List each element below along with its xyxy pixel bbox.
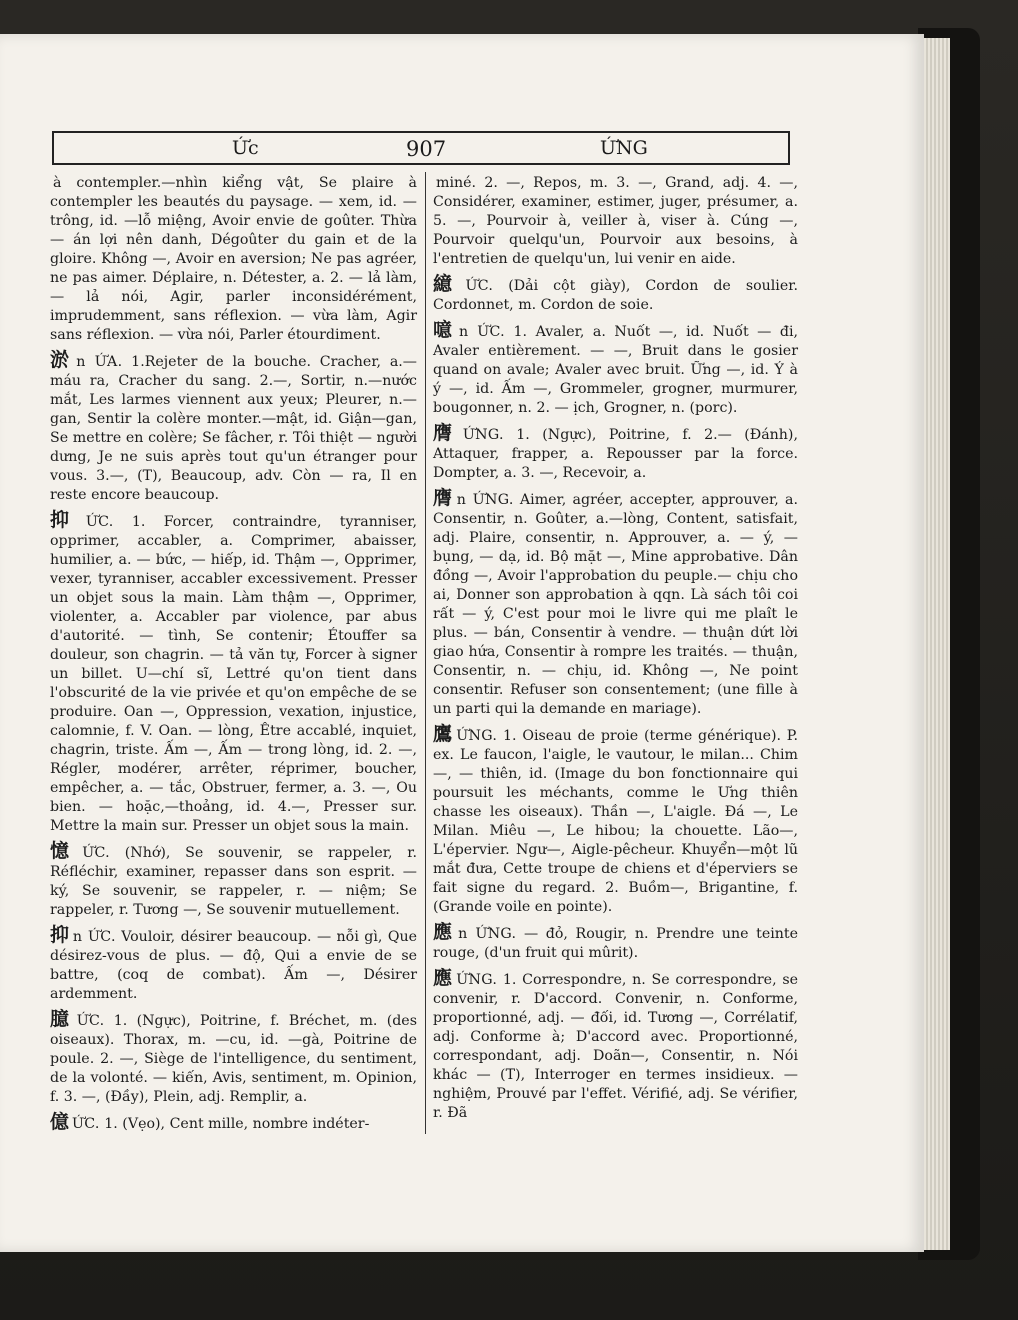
entry-text: — đỏ, Rougir, n. Prendre une teinte rouge, (d'un fruit qui mûrit). [433, 926, 799, 961]
entry-5 [433, 725, 798, 917]
entry-headword: ỨNG. [462, 427, 504, 443]
entry-0 [433, 172, 798, 269]
entry-glyph: 億 [50, 1111, 70, 1133]
page-header [52, 131, 790, 165]
entry-2 [50, 511, 417, 836]
entry-2 [433, 321, 798, 418]
entry-headword: n ỨNG. [456, 492, 514, 508]
entry-glyph: 應 [433, 967, 454, 989]
page-number: 907 [406, 137, 447, 161]
entry-glyph: 淤 [50, 349, 74, 371]
entry-6 [50, 1113, 417, 1134]
entry-glyph: 膺 [433, 422, 460, 444]
entry-5 [50, 1010, 417, 1107]
header-left-guide-word: Ức [232, 137, 259, 159]
entry-3 [50, 842, 417, 920]
entry-headword: n ỨNG. [458, 926, 517, 942]
entry-glyph: 鷹 [433, 723, 454, 745]
entry-glyph: 抑 [50, 924, 70, 946]
left-column [50, 172, 417, 1140]
entry-headword: n ỨA. [76, 354, 123, 370]
entry-headword: ỨC. [82, 845, 110, 861]
entry-text: 1. (Vẹo), Cent mille, nombre indéter- [104, 1116, 370, 1132]
entry-glyph: 應 [433, 921, 456, 943]
entry-text: 1. Avaler, a. Nuốt —, id. Nuốt — đi, Avaler entièrement. — —, Bruit dans le gosier quand on avale; Avaler avec bruit. Ững —, id. Ý à ý —, id. Ấm —, Grommeler, grogner, murmurer, bougonner, n. 2. — ịch, Grogner, n. (porc). [433, 324, 799, 416]
entry-glyph: 臆 [50, 1008, 74, 1030]
entry-text: Aimer, agréer, accepter, approuver, a. Consentir, n. Goûter, a.—lòng, Content, satisfait, adj. Plaire, consentir, n. Approuver, a. — ý, — bụng, — dạ, id. Bộ mặt —, Mine approbative. Dân đồng —, Avoir l'approbation du peuple.— chịu cho ai, Donner son approbation à qqn. Là sách tôi coi rất — ý, C'est pour moi le livre qui me plaît le plus. — bán, Consentir à vendre. — thuận dứt lời giao hứa, Consentir à rompre les traités. — thuận, Consentir, n. — chịu, id. Không —, Ne point consentir. Refuser son consentement; (une fille à un parti qui la demande en mariage). [433, 492, 798, 717]
entry-headword: ỨNG. [456, 972, 498, 988]
entry-4 [50, 926, 417, 1004]
entry-text: miné. 2. —, Repos, m. 3. —, Grand, adj. 4. —, Considérer, examiner, estimer, juger, présumer, a. 5. —, Pourvoir à, veiller à, viser à. Cúng —, Pourvoir quelqu'un, Pourvoir aux besoins, à l'entretien de quelqu'un, lui venir en aide. [433, 175, 798, 267]
entry-6 [433, 923, 798, 963]
entry-4 [433, 489, 798, 719]
header-right-guide-word: ỨNG [600, 137, 648, 159]
entry-glyph: 抑 [50, 509, 83, 531]
entry-0 [50, 172, 417, 345]
entry-headword: ỨNG. [456, 728, 498, 744]
entry-glyph: 膺 [433, 487, 454, 509]
entry-text: (Dải cột giày), Cordon de soulier. Cordonnet, m. Cordon de soie. [433, 278, 798, 313]
entry-1 [433, 275, 798, 315]
entry-text: Vouloir, désirer beaucoup. — nỗi gì, Que désirez-vous de plus. — độ, Qui a envie de se battre, (coq de combat). Ấm —, Désirer ardemment. [50, 929, 418, 1002]
entry-text: 1. (Ngực), Poitrine, f. Bréchet, m. (des oiseaux). Thorax, m. —cu, id. —gà, Poitrine de poule. 2. —, Siège de l'intelligence, du sentiment, de la volonté. — kiến, Avis, sentiment, m. Opinion, f. 3. —, (Đầy), Plein, adj. Remplir, a. [50, 1013, 417, 1105]
entry-headword: n ỨC. [459, 324, 505, 340]
entry-text: à contempler.—nhìn kiểng vật, Se plaire à contempler les beautés du paysage. — xem, id. — trông, id. —lỗ miệng, Avoir envie de goûter. Thừa — án lợi nên danh, Dégoûter du gain et de la gloire. Không —, Avoir en aversion; Ne pas agréer, ne pas aimer. Déplaire, n. Détester, a. 2. — lả làm, — lả nói, Agir, parler inconsidérément, imprudemment, sans réflexion. — vừa làm, Agir sans réflexion. — vừa nói, Parler étourdiment. [50, 175, 417, 343]
entry-headword: n ỨC. [72, 929, 116, 945]
entry-glyph: 繶 [433, 273, 463, 295]
entry-headword: ỨC. [465, 278, 494, 294]
entry-text: 1. Oiseau de proie (terme générique). P. ex. Le faucon, l'aigle, le vautour, le milan... Chim —, — thiên, id. (Image du bon fonctionnaire qui poursuit les méchants, comme le Ưng thiên chasse les oiseaux). Thần —, L'aigle. Đá —, Le Milan. Miêu —, Le hibou; la chouette. Lão—, L'épervier. Ngư—, Aigle-pêcheur. Khuyển—một lũ mắt đưa, Cette troupe de chiens et d'éperviers se fait signe du regard. 2. Buồm—, Brigantine, f. (Grande voile en pointe). [433, 728, 798, 915]
entry-text: (Nhớ), Se souvenir, se rappeler, r. Réfléchir, examiner, repasser dans son esprit. — ký, Se souvenir, se rappeler, r. — niệm; Se rappeler, r. Tương —, Se souvenir mutuellement. [50, 845, 417, 918]
column-divider [425, 172, 426, 1134]
right-column [433, 172, 798, 1129]
entry-3 [433, 424, 798, 483]
page-stack-edge [920, 38, 950, 1250]
entry-7 [433, 969, 798, 1123]
entry-headword: ỨC. [72, 1116, 100, 1132]
entry-text: 1. Forcer, contraindre, tyranniser, opprimer, accabler, a. Comprimer, abaisser, humilier, a. — bức, — hiếp, id. Thậm —, Opprimer, vexer, tyranniser, accabler excessivement. Presser un objet sous la main. Làm thậm —, Opprimer, violenter, a. Accabler par violence, par abus d'autorité. — tình, Se contenir; Étouffer sa douleur, son chagrin. — tả văn tự, Forcer à signer un billet. U—chí sĩ, Lettré qu'on tient dans l'obscurité de la vie privée et qu'on empêche de se produire. Oan —, Oppression, vexation, injustice, calomnie, f. V. Oan. — lòng, Être accablé, inquiet, chagrin, triste. Ấm —, Ấm — trong lòng, id. 2. —, Régler, modérer, arrêter, réprimer, boucher, empêcher, a. — tắc, Obstruer, fermer, a. 3. —, Ou bien. — hoặc,—thoảng, id. 4.—, Presser sur. Mettre la main sur. Presser un objet sous la main. [50, 514, 417, 834]
entry-text: 1.Rejeter de la bouche. Cracher, a.— máu ra, Cracher du sang. 2.—, Sortir, n.—nước mắt, Les larmes viennent aux yeux; Pleurer, n.—gan, Sentir la colère monter.—mật, id. Giận—gan, Se mettre en colère; Se fâcher, r. Tôi thiệt — người dưng, Je ne suis après tout qu'un étranger pour vous. 3.—, (T), Beaucoup, adv. Còn — ra, Il en reste encore beaucoup. [50, 354, 417, 503]
entry-glyph: 憶 [50, 840, 80, 862]
entry-headword: ỨC. [76, 1013, 105, 1029]
entry-text: 1. (Ngực), Poitrine, f. 2.— (Đánh), Attaquer, frapper, a. Repousser par la force. Dompter, a. 3. —, Recevoir, a. [433, 427, 798, 481]
entry-1 [50, 351, 417, 505]
entry-text: 1. Correspondre, n. Se correspondre, se convenir, r. D'accord. Convenir, n. Conforme, proportionné, adj. — đối, id. Tương —, Corrélatif, adj. Conforme à; D'accord avec. Proportionné, correspondant, adj. Doãn—, Consentir, n. Nói khác — (T), Interroger en termes insidieux. —nghiệm, Prouvé par l'effet. Vérifié, adj. Se vérifier, r. Đã [433, 972, 798, 1121]
entry-glyph: 噫 [433, 319, 457, 341]
entry-headword: ỨC. [85, 514, 114, 530]
